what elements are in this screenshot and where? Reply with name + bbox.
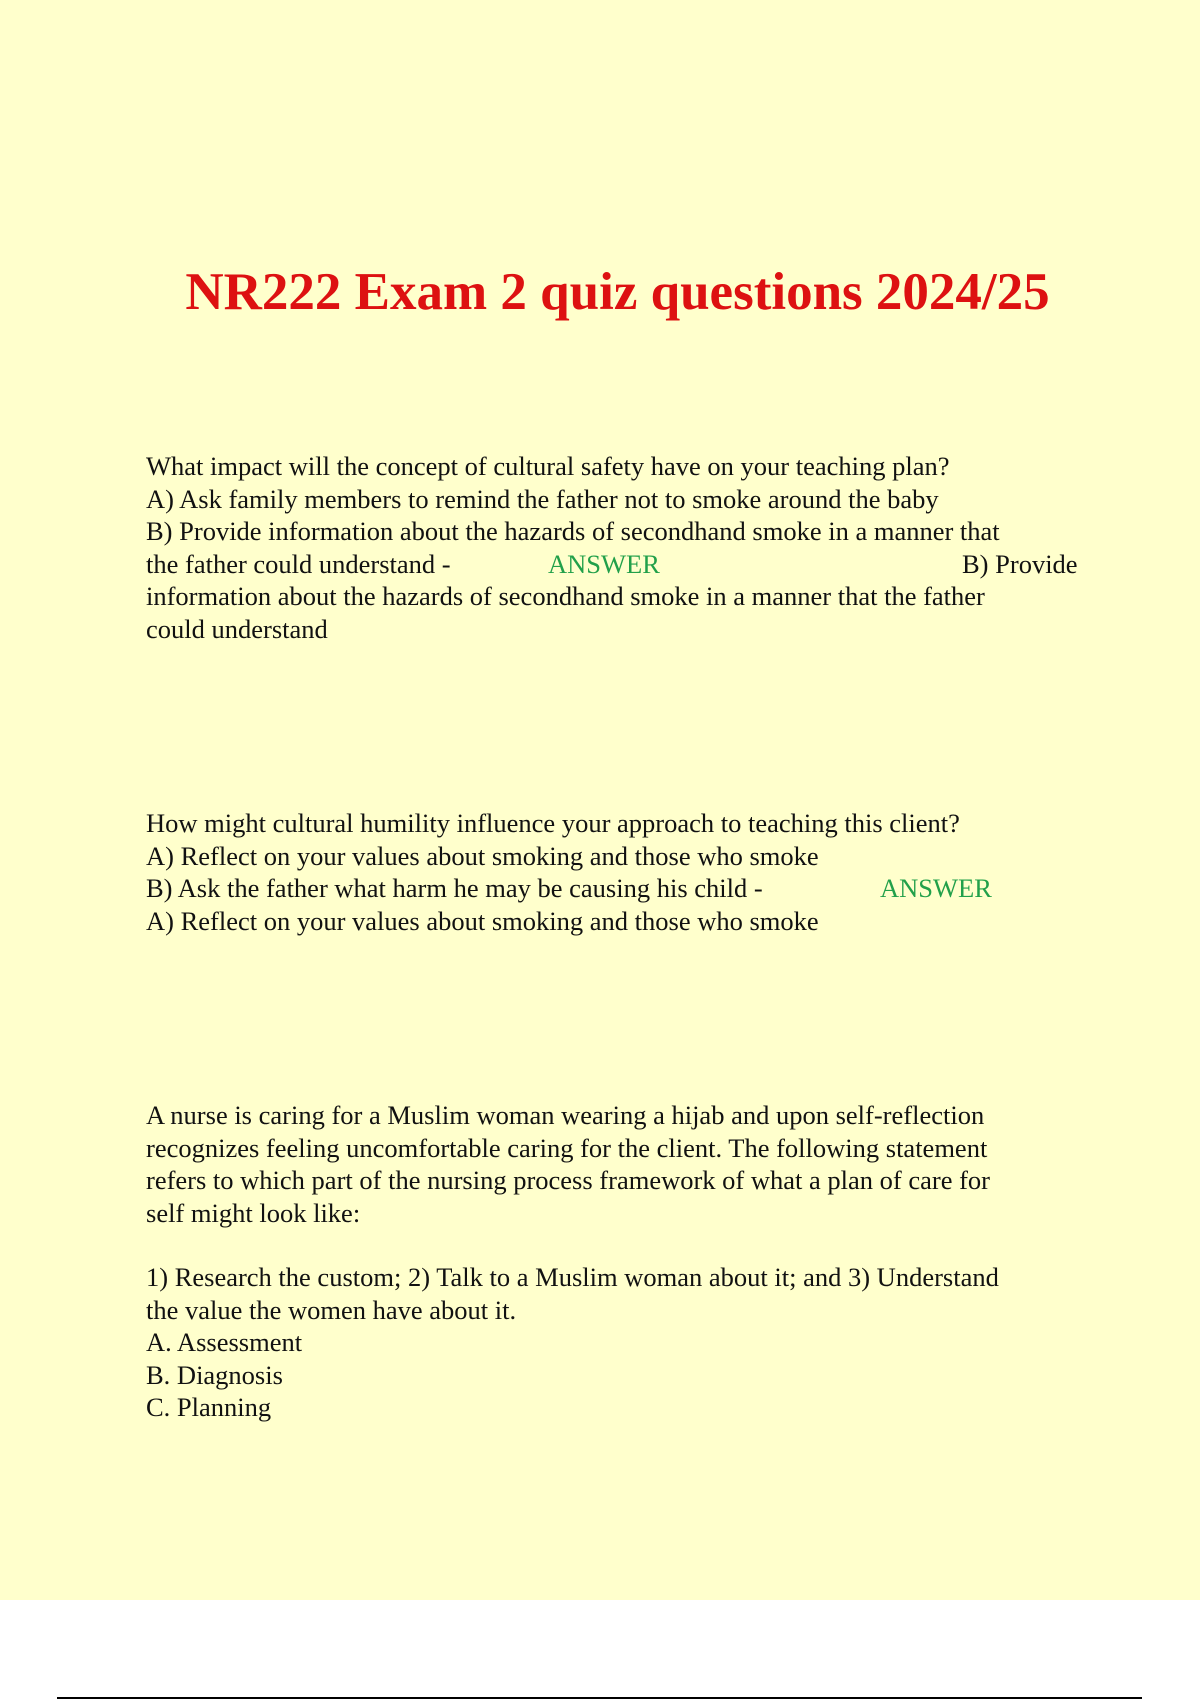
question-3-statement-line-1: 1) Research the custom; 2) Talk to a Muslim woman about it; and 3) Understand xyxy=(146,1262,999,1292)
question-1 xyxy=(146,450,1086,645)
question-3 xyxy=(146,1099,1086,1229)
question-1-option-b-end: the father could understand - xyxy=(146,548,451,579)
footer-rule xyxy=(57,1697,1142,1699)
question-3-option-a: A. Assessment xyxy=(146,1327,303,1357)
question-1-answer-end: could understand xyxy=(146,613,328,644)
question-1-option-b: B) Provide information about the hazards of secondhand smoke in a manner that xyxy=(146,516,1000,546)
question-3-stem-line-2: recognizes feeling uncomfortable caring for the client. The following statement xyxy=(146,1132,988,1163)
question-2-option-b: B) Ask the father what harm he may be causing his child - xyxy=(146,873,763,903)
question-3-stem-line-4: self might look like: xyxy=(146,1197,361,1228)
question-1-answer-continued: information about the hazards of secondhand smoke in a manner that the father xyxy=(146,581,985,611)
question-2-answer-line xyxy=(146,872,1086,905)
question-2-answer: A) Reflect on your values about smoking and those who smoke xyxy=(146,905,819,936)
answer-label: ANSWER xyxy=(880,873,992,903)
question-2-stem: How might cultural humility influence your approach to teaching this client? xyxy=(146,808,960,838)
question-3-option-c: C. Planning xyxy=(146,1392,272,1422)
question-3-stem-line-1: A nurse is caring for a Muslim woman wearing a hijab and upon self-reflection xyxy=(146,1100,985,1130)
question-1-stem: What impact will the concept of cultural safety have on your teaching plan? xyxy=(146,451,950,481)
question-1-option-a: A) Ask family members to remind the father not to smoke around the baby xyxy=(146,483,939,514)
question-3-stem-line-3: refers to which part of the nursing process framework of what a plan of care for xyxy=(146,1165,990,1195)
question-3-statement-line-2: the value the women have about it. xyxy=(146,1294,517,1325)
question-2 xyxy=(146,807,1086,937)
question-2-option-a: A) Reflect on your values about smoking and those who smoke xyxy=(146,840,819,871)
question-3-statement-and-options xyxy=(146,1261,1086,1424)
document-title: NR222 Exam 2 quiz questions 2024/25 xyxy=(185,263,1050,321)
question-1-answer-start: B) Provide xyxy=(962,548,1078,579)
question-1-answer-line xyxy=(146,548,1086,581)
question-3-option-b: B. Diagnosis xyxy=(146,1359,283,1390)
answer-label: ANSWER xyxy=(548,548,660,579)
